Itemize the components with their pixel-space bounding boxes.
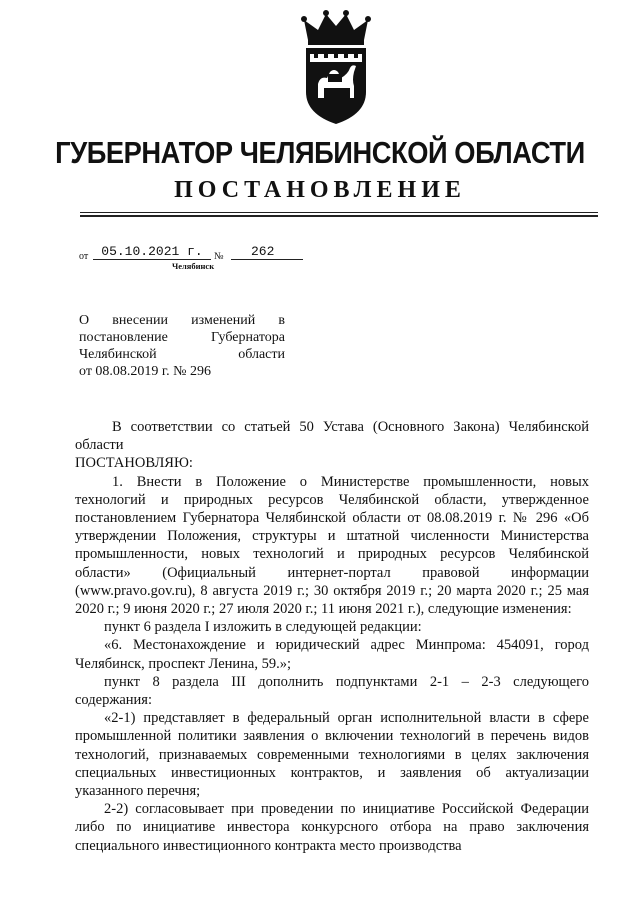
paragraph: «2-1) представляет в федеральный орган исполнительной власти в сфере промышленной политики заявления о включении технологий в перечень видов технологий, признаваемых современными технологиями в целях заключения специальных инвестиционных контрактов, и заявления об актуализации указанного перечня; [75,710,589,800]
document-meta [79,244,319,278]
paragraph: 1. Внести в Положение о Министерстве промышленности, новых технологий и природных ресурсов Челябинской области, утвержденное постановлением Губернатора Челябинской области от 08.08.2019 г. № 296 «Об утверждении Положения, структуры и штатной численности Министерства промышленности, новых технологий и природных ресурсов Челябинской области» (Официальный интернет-портал правовой информации (www.pravo.gov.ru), 8 августа 2019 г.; 30 октября 2019 г.; 20 марта 2020 г.; 25 мая 2020 г.; 9 июня 2020 г.; 27 июля 2020 г.; 11 июня 2021 г.), следующие изменения: [75,473,589,618]
subject-line: О внесении изменений в [79,313,285,328]
paragraph: В соответствии со статьей 50 Устава (Основного Закона) Челябинской области [75,419,589,454]
paragraph: пункт 6 раздела I изложить в следующей редакции: [104,619,422,636]
page-title: ГУБЕРНАТОР ЧЕЛЯБИНСКОЙ ОБЛАСТИ [55,135,585,170]
paragraph: пункт 8 раздела III дополнить подпунктами 2-1 – 2-3 следующего содержания: [75,673,589,709]
decree-heading: ПОСТАНОВЛЯЮ: [75,455,193,472]
date-label: от [79,251,89,262]
header-divider [80,212,598,213]
document-number: 262 [231,244,303,260]
number-label: № [214,251,224,262]
paragraph: 2-2) согласовывает при проведении по инициативе Российской Федерации либо по инициативе инвестора конкурсного отбора на право заключения специального инвестиционного контракта место производства [75,801,589,854]
subject-line: от 08.08.2019 г. № 296 [79,364,211,379]
document-subject [79,312,285,380]
subject-line: постановление Губернатора [79,330,285,345]
document-type: ПОСТАНОВЛЕНИЕ [174,177,466,203]
coat-of-arms-icon [294,10,378,126]
document-body [75,418,589,855]
document-date: 05.10.2021 г. [93,244,211,260]
subject-line: Челябинской области [79,347,285,362]
paragraph: «6. Местонахождение и юридический адрес Минпрома: 454091, город Челябинск, проспект Ленина, 59.»; [75,637,589,672]
city-label: Челябинск [172,261,215,271]
header-divider-bold [80,215,598,217]
